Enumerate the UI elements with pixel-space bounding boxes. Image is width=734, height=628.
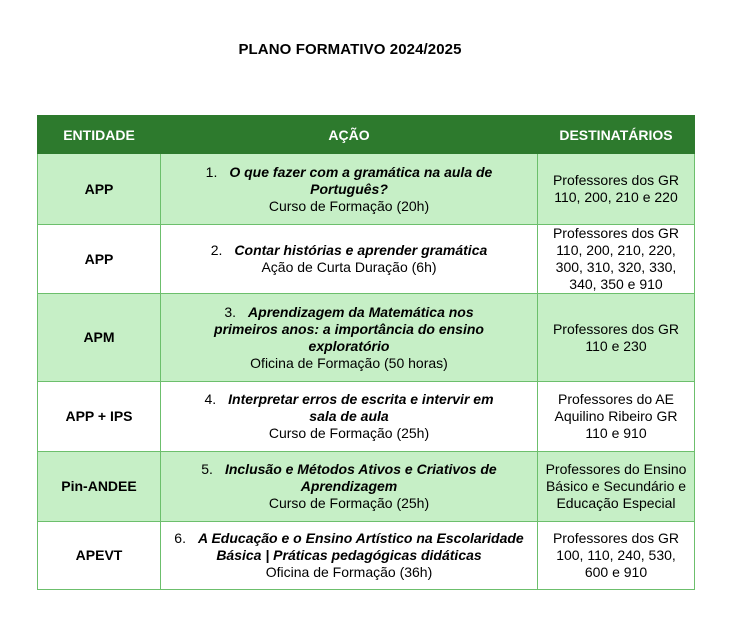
audience-cell: Professores dos GR 110, 200, 210 e 220 (538, 154, 695, 225)
audience-cell: Professores do Ensino Básico e Secundário e Educação Especial (538, 452, 695, 522)
action-number: 6. (174, 530, 186, 546)
action-number: 5. (201, 461, 213, 477)
header-audience: DESTINATÁRIOS (538, 116, 695, 154)
action-number: 2. (210, 242, 223, 258)
action-title (165, 461, 533, 495)
entity-cell: APM (38, 294, 161, 382)
action-number: 1. (205, 163, 218, 180)
audience-cell: Professores do AE Aquilino Ribeiro GR 110 e 910 (538, 382, 695, 452)
action-title (165, 530, 533, 564)
entity-cell: APEVT (38, 522, 161, 590)
table-header-row (38, 116, 695, 154)
action-cell (161, 452, 538, 522)
header-entity: ENTIDADE (38, 116, 161, 154)
table-row (38, 382, 695, 452)
header-action: AÇÃO (161, 116, 538, 154)
action-title-text: O que fazer com a gramática na aula de Português? (229, 163, 493, 197)
action-cell (161, 382, 538, 452)
action-type: Ação de Curta Duração (6h) (261, 259, 437, 275)
action-title (165, 391, 533, 425)
audience-cell: Professores dos GR 100, 110, 240, 530, 600 e 910 (538, 522, 695, 590)
training-plan-table (37, 115, 695, 590)
action-type: Oficina de Formação (36h) (265, 564, 433, 580)
table-row (38, 225, 695, 294)
action-number: 4. (204, 391, 217, 407)
table-row (38, 294, 695, 382)
entity-cell: APP (38, 225, 161, 294)
action-cell (161, 154, 538, 225)
action-title-text: A Educação e o Ensino Artístico na Escolaridade Básica | Práticas pedagógicas didáticas (197, 530, 524, 563)
action-title-text: Contar histórias e aprender gramática (234, 242, 488, 258)
action-cell (161, 294, 538, 382)
action-type: Oficina de Formação (50 horas) (250, 354, 448, 371)
table-row (38, 452, 695, 522)
action-title (165, 164, 533, 198)
action-type: Curso de Formação (20h) (268, 197, 430, 214)
action-cell (161, 225, 538, 294)
action-type: Curso de Formação (25h) (268, 425, 430, 441)
entity-cell: APP (38, 154, 161, 225)
audience-cell: Professores dos GR 110 e 230 (538, 294, 695, 382)
action-title (165, 242, 533, 259)
action-title-text: Interpretar erros de escrita e intervir em sala de aula (228, 391, 494, 424)
action-title-text: Aprendizagem da Matemática nos primeiros anos: a importância do ensino exploratório (214, 303, 484, 354)
table-row (38, 522, 695, 590)
action-cell (161, 522, 538, 590)
action-number: 3. (224, 303, 237, 320)
action-type: Curso de Formação (25h) (268, 495, 430, 511)
table-row (38, 154, 695, 225)
entity-cell: Pin-ANDEE (38, 452, 161, 522)
entity-cell: APP + IPS (38, 382, 161, 452)
action-title-text: Inclusão e Métodos Ativos e Criativos de Aprendizagem (224, 461, 497, 494)
audience-cell: Professores dos GR 110, 200, 210, 220, 300, 310, 320, 330, 340, 350 e 910 (538, 225, 695, 294)
page-title: PLANO FORMATIVO 2024/2025 (238, 41, 462, 58)
action-title (165, 304, 533, 355)
